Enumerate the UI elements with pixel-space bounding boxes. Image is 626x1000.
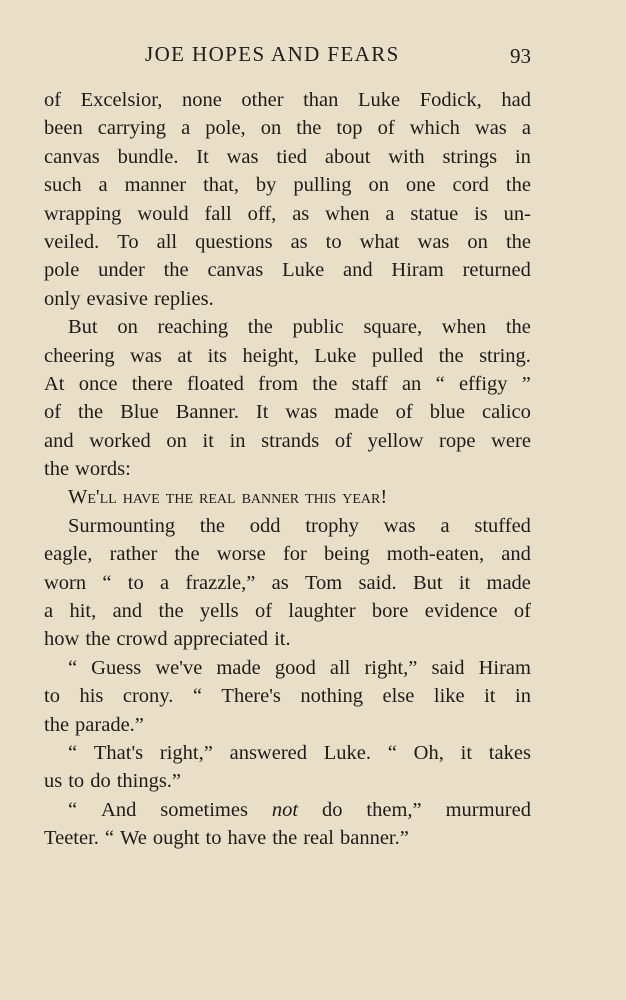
text-line — [44, 739, 531, 767]
word: right,” — [364, 656, 418, 679]
word: banner — [241, 486, 300, 509]
word: odd — [249, 514, 281, 537]
word: square, — [363, 316, 423, 339]
word: right,” — [159, 741, 213, 764]
word: is — [474, 202, 488, 225]
word: which — [409, 117, 460, 140]
text-line — [44, 313, 531, 341]
word: it — [484, 685, 496, 708]
word: Hiram — [391, 259, 444, 282]
word: carrying — [97, 117, 167, 140]
word: none — [181, 89, 222, 111]
word: Luke. — [323, 741, 372, 764]
word: public — [292, 316, 344, 339]
text-line — [44, 86, 531, 114]
word: eagle, — [44, 543, 93, 566]
word: We — [120, 827, 147, 850]
word: when — [325, 202, 370, 225]
word: Excelsior, — [80, 89, 163, 111]
word: do — [90, 770, 111, 793]
word: nothing — [300, 685, 364, 708]
word: the — [199, 514, 225, 537]
word: stuffed — [474, 514, 531, 537]
word: of — [377, 117, 395, 140]
word: on — [166, 429, 187, 452]
word: and — [44, 429, 74, 452]
word: the — [272, 827, 298, 850]
word: tied — [276, 145, 308, 168]
word: And — [101, 798, 137, 821]
word: to — [68, 770, 85, 793]
text-line — [44, 512, 531, 540]
word: a — [98, 174, 108, 197]
word: staff — [351, 372, 388, 395]
word: blue — [429, 401, 465, 424]
word: one — [405, 174, 436, 197]
word: worse — [216, 543, 266, 566]
word: than — [303, 89, 339, 111]
word: a — [521, 117, 531, 140]
word: was — [226, 145, 259, 168]
word: trophy — [305, 514, 359, 537]
word: what — [359, 230, 400, 253]
word: At — [44, 372, 65, 395]
word: sometimes — [160, 798, 248, 821]
word: have — [227, 827, 267, 850]
word: such — [44, 174, 82, 197]
text-line — [44, 398, 531, 426]
word: of — [44, 401, 62, 424]
word: been — [44, 117, 83, 140]
word: Teeter. — [44, 827, 99, 850]
word: Luke — [282, 259, 325, 282]
text-line — [44, 200, 531, 228]
word: of — [334, 429, 352, 452]
text-line — [44, 767, 531, 795]
word: said. — [358, 571, 397, 594]
word: have — [122, 486, 160, 509]
word: “ — [68, 741, 78, 764]
word: appreciated — [173, 628, 269, 651]
word: Blue — [120, 401, 159, 424]
text-line — [44, 711, 531, 739]
word: answered — [229, 741, 308, 764]
word: real — [303, 827, 334, 850]
word: to — [205, 827, 222, 850]
page-number: 93 — [510, 44, 531, 68]
word: the — [296, 117, 322, 140]
word: There's — [221, 685, 281, 708]
text-line — [44, 796, 531, 824]
word: Tom — [304, 571, 343, 594]
word: string. — [479, 344, 531, 367]
word: on — [117, 316, 138, 339]
word: “ — [435, 372, 445, 395]
word: we've — [155, 656, 203, 679]
text-line — [44, 143, 531, 171]
word: under — [98, 259, 145, 282]
word: Banner. — [175, 401, 239, 424]
word: that, — [203, 174, 239, 197]
word: made — [334, 401, 379, 424]
word: Luke — [357, 89, 401, 111]
word: the — [505, 316, 531, 339]
word: Fodick, — [419, 89, 482, 111]
word: as — [271, 571, 289, 594]
word: was — [474, 117, 507, 140]
word: once — [78, 372, 118, 395]
text-line — [44, 824, 531, 852]
word: But — [68, 316, 98, 339]
word: other — [241, 89, 284, 111]
text-line — [44, 682, 531, 710]
word: But — [412, 571, 443, 594]
word: the — [312, 372, 338, 395]
word: the — [44, 458, 70, 481]
word: floated — [186, 372, 244, 395]
word: reaching — [157, 316, 229, 339]
word: like — [433, 685, 465, 708]
word: top — [336, 117, 363, 140]
text-line — [44, 540, 531, 568]
text-line — [44, 483, 531, 511]
word: from — [258, 372, 299, 395]
word: replies. — [153, 287, 214, 310]
body-text — [44, 86, 531, 853]
word: rope — [439, 429, 476, 452]
word: “ — [387, 741, 397, 764]
word: a — [44, 600, 54, 623]
word: strands — [261, 429, 320, 452]
word: Surmounting — [68, 514, 176, 537]
word: real — [199, 486, 236, 509]
word: said — [431, 656, 465, 679]
word: the — [85, 628, 111, 651]
word: cheering — [44, 344, 115, 367]
word: on — [467, 230, 488, 253]
text-line — [44, 455, 531, 483]
word: it — [460, 741, 473, 764]
word: bundle. — [117, 145, 179, 168]
word: fall — [204, 202, 232, 225]
word: canvas — [44, 145, 100, 168]
text-line — [44, 427, 531, 455]
word: and — [112, 600, 143, 623]
word: in — [515, 685, 531, 708]
word: questions — [195, 230, 273, 253]
word: the — [163, 259, 189, 282]
word: pole, — [205, 117, 246, 140]
word: to — [127, 571, 144, 594]
word: the — [78, 401, 104, 424]
word: good — [274, 656, 316, 679]
word: was — [130, 344, 162, 367]
word: as — [290, 230, 308, 253]
word: returned — [462, 259, 531, 282]
word: “ — [192, 685, 202, 708]
word: it. — [274, 628, 291, 651]
word: veiled. — [44, 230, 100, 253]
word: was — [383, 514, 416, 537]
word: crony. — [122, 685, 174, 708]
word: rather — [109, 543, 158, 566]
word: all — [329, 656, 351, 679]
word: made — [486, 571, 531, 594]
text-line — [44, 597, 531, 625]
word: on — [260, 117, 282, 140]
word: pole — [44, 259, 80, 282]
word: made — [216, 656, 261, 679]
word: evasive — [86, 287, 148, 310]
word: evidence — [424, 600, 498, 623]
word: the — [247, 316, 273, 339]
word: to — [325, 230, 342, 253]
word: ought — [152, 827, 200, 850]
word: pulled — [371, 344, 424, 367]
word: Guess — [91, 656, 142, 679]
word: yellow — [367, 429, 424, 452]
text-line — [44, 256, 531, 284]
word: worked — [89, 429, 151, 452]
text-line — [44, 171, 531, 199]
word: murmured — [445, 798, 531, 821]
word: pulling — [293, 174, 352, 197]
word: the — [438, 344, 464, 367]
word: else — [382, 685, 415, 708]
word: were — [491, 429, 531, 452]
word: frazzle,” — [185, 571, 256, 594]
word: do — [322, 798, 343, 821]
word: Oh, — [413, 741, 444, 764]
word: in — [514, 145, 531, 168]
word: cord — [452, 174, 489, 197]
word: at — [177, 344, 193, 367]
word: To — [117, 230, 139, 253]
word: of — [254, 600, 273, 623]
word: would — [137, 202, 189, 225]
word: not — [271, 798, 299, 821]
word: its — [207, 344, 227, 367]
word: parade.” — [75, 713, 144, 736]
word: words: — [75, 458, 131, 481]
word: to — [44, 685, 60, 708]
word: a — [385, 202, 395, 225]
word: calico — [481, 401, 531, 424]
word: a — [440, 514, 450, 537]
word: bore — [371, 600, 409, 623]
word: with — [388, 145, 425, 168]
word: off, — [247, 202, 277, 225]
word: the — [165, 486, 193, 509]
word: and — [501, 543, 531, 566]
text-line — [44, 342, 531, 370]
word: of — [513, 600, 531, 623]
word: being — [324, 543, 370, 566]
word: strings — [442, 145, 498, 168]
word: Luke — [314, 344, 357, 367]
word: un- — [503, 202, 531, 225]
word: effigy — [458, 372, 508, 395]
word: by — [255, 174, 277, 197]
word: in — [229, 429, 246, 452]
word: “ — [68, 656, 78, 679]
word: the — [174, 543, 200, 566]
running-title: JOE HOPES AND FEARS — [145, 42, 400, 66]
word: for — [282, 543, 307, 566]
word: as — [292, 202, 310, 225]
word: moth-eaten, — [386, 543, 485, 566]
word: canvas — [207, 259, 264, 282]
text-line — [44, 228, 531, 256]
word: laughter — [288, 600, 356, 623]
word: the — [44, 713, 70, 736]
word: them,” — [366, 798, 422, 821]
word: us — [44, 770, 63, 793]
word: the — [505, 174, 531, 197]
word: takes — [488, 741, 531, 764]
word: ” — [521, 372, 531, 395]
text-line — [44, 654, 531, 682]
word: there — [131, 372, 173, 395]
text-line — [44, 625, 531, 653]
word: it — [202, 429, 214, 452]
word: about — [324, 145, 371, 168]
word: only — [44, 287, 81, 310]
word: banner.” — [339, 827, 409, 850]
word: wrapping — [44, 202, 122, 225]
word: and — [343, 259, 373, 282]
word: “ — [102, 571, 112, 594]
word: “ — [68, 798, 78, 821]
text-line — [44, 370, 531, 398]
text-line — [44, 285, 531, 313]
word: a — [181, 117, 191, 140]
word: worn — [44, 571, 87, 594]
word: all — [156, 230, 178, 253]
word: It — [255, 401, 269, 424]
text-line — [44, 114, 531, 142]
word: a — [160, 571, 170, 594]
word: the — [505, 230, 531, 253]
word: manner — [124, 174, 187, 197]
word: statue — [410, 202, 459, 225]
word: when — [441, 316, 487, 339]
word: height, — [242, 344, 299, 367]
word: how — [44, 628, 80, 651]
word: an — [401, 372, 422, 395]
running-head — [0, 42, 626, 72]
word: of — [395, 401, 413, 424]
word: the — [158, 600, 184, 623]
word: It — [196, 145, 209, 168]
word: “ — [104, 827, 115, 850]
word: year! — [342, 486, 388, 509]
word: hit, — [69, 600, 97, 623]
word: That's — [93, 741, 144, 764]
word: was — [417, 230, 450, 253]
word: on — [368, 174, 389, 197]
word: crowd — [116, 628, 168, 651]
word: this — [305, 486, 337, 509]
word: Hiram — [478, 656, 531, 679]
word: his — [79, 685, 104, 708]
word: things.” — [116, 770, 182, 793]
word: of — [44, 89, 62, 111]
word: We'll — [68, 486, 117, 509]
word: it — [458, 571, 471, 594]
word: was — [285, 401, 318, 424]
text-line — [44, 569, 531, 597]
word: yells — [199, 600, 239, 623]
word: had — [501, 89, 531, 111]
